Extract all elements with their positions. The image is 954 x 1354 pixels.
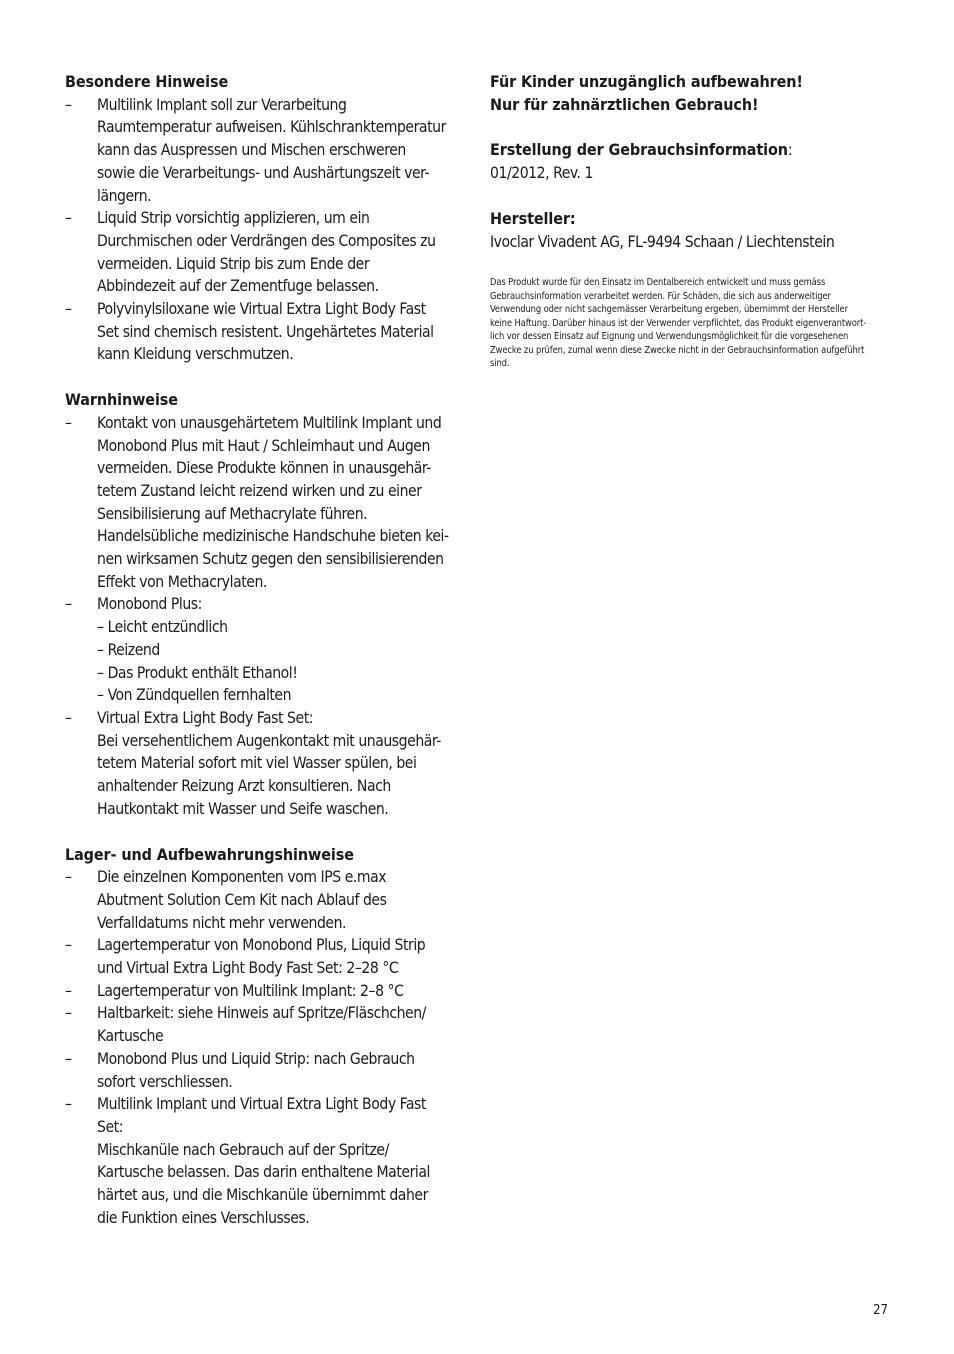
list-item-line: kann das Auspressen und Mischen erschweren xyxy=(97,141,406,160)
disclaimer-line: lich vor dessen Einsatz auf Eignung und Verwendungsmöglichkeit für die vorgesehenen xyxy=(490,331,849,343)
list-item xyxy=(65,980,470,1003)
bullet-dash: – xyxy=(65,981,72,1000)
list-item-line: Multilink Implant und Virtual Extra Light Body Fast xyxy=(97,1095,426,1114)
list-item-line: kann Kleidung verschmutzen. xyxy=(97,345,294,364)
list-item-line: Sensibilisierung auf Methacrylate führen. xyxy=(97,504,368,523)
list-item-line: Monobond Plus und Liquid Strip: nach Gebrauch xyxy=(97,1049,415,1068)
left-column xyxy=(65,71,470,1252)
bullet-dash: – xyxy=(65,413,72,432)
page-number: 27 xyxy=(873,1303,888,1318)
creation-colon: : xyxy=(787,141,793,160)
list-item-line: Verfalldatums nicht mehr verwenden. xyxy=(97,913,347,932)
list-item xyxy=(65,1093,470,1229)
list-item-line: Kontakt von unausgehärtetem Multilink Implant und xyxy=(97,413,442,432)
bullet-dash: – xyxy=(65,708,72,727)
list-item xyxy=(65,1048,470,1093)
list-item-line: Monobond Plus: xyxy=(97,595,202,614)
manufacturer-value: Ivoclar Vivadent AG, FL-9494 Schaan / Liechtenstein xyxy=(490,232,835,251)
bullet-dash: – xyxy=(65,300,72,319)
disclaimer-line: Zwecke zu prüfen, zumal wenn diese Zwecke nicht in der Gebrauchsinformation aufgeführt xyxy=(490,344,865,356)
section-2 xyxy=(65,844,470,1230)
bullet-dash: – xyxy=(65,595,72,614)
list-item xyxy=(65,207,470,298)
list-item-line: Die einzelnen Komponenten vom IPS e.max xyxy=(97,868,387,887)
list-item-line: Multilink Implant soll zur Verarbeitung xyxy=(97,95,347,114)
list-item-line: härtet aus, und die Mischkanüle übernimmt daher xyxy=(97,1186,428,1205)
list-item-line: Virtual Extra Light Body Fast Set: xyxy=(97,708,314,727)
section-1 xyxy=(65,389,470,820)
list-item-line: Mischkanüle nach Gebrauch auf der Spritze/ xyxy=(97,1140,389,1159)
list-item-line: Hautkontakt mit Wasser und Seife waschen. xyxy=(97,799,389,818)
bullet-dash: – xyxy=(65,1095,72,1114)
list-item xyxy=(65,412,470,594)
list-item xyxy=(65,1002,470,1047)
list-item-line: – Reizend xyxy=(97,640,160,659)
list-item-line: Polyvinylsiloxane wie Virtual Extra Light Body Fast xyxy=(97,300,426,319)
warning-children: Für Kinder unzugänglich aufbewahren! xyxy=(490,72,803,91)
list-item-line: sofort verschliessen. xyxy=(97,1072,233,1091)
list-item-line: Haltbarkeit: siehe Hinweis auf Spritze/Fläschchen/ xyxy=(97,1004,426,1023)
list-item-line: Bei versehentlichem Augenkontakt mit unausgehär- xyxy=(97,731,441,750)
list-item-line: Set: xyxy=(97,1117,123,1136)
list-item-line: und Virtual Extra Light Body Fast Set: 2–28 °C xyxy=(97,959,399,978)
bullet-dash: – xyxy=(65,95,72,114)
list-item-line: Kartusche xyxy=(97,1027,164,1046)
manufacturer-label: Hersteller: xyxy=(490,208,576,228)
bullet-dash: – xyxy=(65,868,72,887)
list-item xyxy=(65,707,470,821)
list-item-line: vermeiden. Diese Produkte können in unausgehär- xyxy=(97,459,431,478)
section-heading: Lager- und Aufbewahrungshinweise xyxy=(65,844,354,864)
disclaimer-line: Das Produkt wurde für den Einsatz im Dentalbereich entwickelt und muss gemäss xyxy=(490,277,826,289)
list-item-line: Durchmischen oder Verdrängen des Composites zu xyxy=(97,231,436,250)
section-0 xyxy=(65,71,470,366)
section-heading: Besondere Hinweise xyxy=(65,72,229,91)
list-item-line: die Funktion eines Verschlusses. xyxy=(97,1208,310,1227)
list-item xyxy=(65,934,470,979)
list-item-line: tetem Material sofort mit viel Wasser spülen, bei xyxy=(97,754,417,773)
list-item-line: sowie die Verarbeitungs- und Aushärtungszeit ver- xyxy=(97,163,430,182)
bullet-dash: – xyxy=(65,209,72,228)
list-item-line: Abbindezeit auf der Zementfuge belassen. xyxy=(97,277,379,296)
list-item-line: tetem Zustand leicht reizend wirken und zu einer xyxy=(97,481,422,500)
list-item-line: Kartusche belassen. Das darin enthaltene Material xyxy=(97,1163,430,1182)
list-item-line: anhaltender Reizung Arzt konsultieren. Nach xyxy=(97,777,391,796)
list-item xyxy=(65,298,470,366)
disclaimer-line: Verwendung oder nicht sachgemässer Verarbeitung ergeben, übernimmt der Hersteller xyxy=(490,304,848,316)
list-item-line: Lagertemperatur von Multilink Implant: 2–8 °C xyxy=(97,981,404,1000)
creation-value: 01/2012, Rev. 1 xyxy=(490,164,594,183)
bullet-dash: – xyxy=(65,1004,72,1023)
list-item-line: Monobond Plus mit Haut / Schleimhaut und Augen xyxy=(97,436,430,455)
list-item-line: Abutment Solution Cem Kit nach Ablauf des xyxy=(97,890,387,909)
bullet-dash: – xyxy=(65,936,72,955)
disclaimer-line: sind. xyxy=(490,358,510,370)
list-item-line: Liquid Strip vorsichtig applizieren, um ein xyxy=(97,209,370,228)
disclaimer-line: keine Haftung. Darüber hinaus ist der Verwender verpflichtet, das Produkt eigenverantwort- xyxy=(490,317,867,329)
list-item-line: Effekt von Methacrylaten. xyxy=(97,572,267,591)
list-item xyxy=(65,593,470,707)
creation-label: Erstellung der Gebrauchsinformation xyxy=(490,140,788,160)
right-column xyxy=(490,71,895,371)
list-item-line: Set sind chemisch resistent. Ungehärtetes Material xyxy=(97,322,434,341)
list-item-line: – Von Zündquellen fernhalten xyxy=(97,686,292,705)
list-item xyxy=(65,866,470,934)
list-item-line: nen wirksamen Schutz gegen den sensibilisierenden xyxy=(97,550,444,569)
list-item-line: vermeiden. Liquid Strip bis zum Ende der xyxy=(97,254,370,273)
disclaimer xyxy=(490,276,890,371)
list-item-line: Lagertemperatur von Monobond Plus, Liquid Strip xyxy=(97,936,426,955)
creation-info xyxy=(490,139,895,162)
bullet-dash: – xyxy=(65,1049,72,1068)
section-heading: Warnhinweise xyxy=(65,390,178,410)
list-item-line: – Leicht entzündlich xyxy=(97,618,228,637)
disclaimer-line: Gebrauchsinformation verarbeitet werden. Für Schäden, die sich aus anderweitiger xyxy=(490,290,831,302)
list-item-line: Handelsübliche medizinische Handschuhe bieten kei- xyxy=(97,527,449,546)
list-item-line: – Das Produkt enthält Ethanol! xyxy=(97,663,298,682)
list-item-line: Raumtemperatur aufweisen. Kühlschranktemperatur xyxy=(97,118,446,137)
list-item-line: längern. xyxy=(97,186,152,205)
warning-dental-use: Nur für zahnärztlichen Gebrauch! xyxy=(490,94,759,114)
list-item xyxy=(65,94,470,208)
